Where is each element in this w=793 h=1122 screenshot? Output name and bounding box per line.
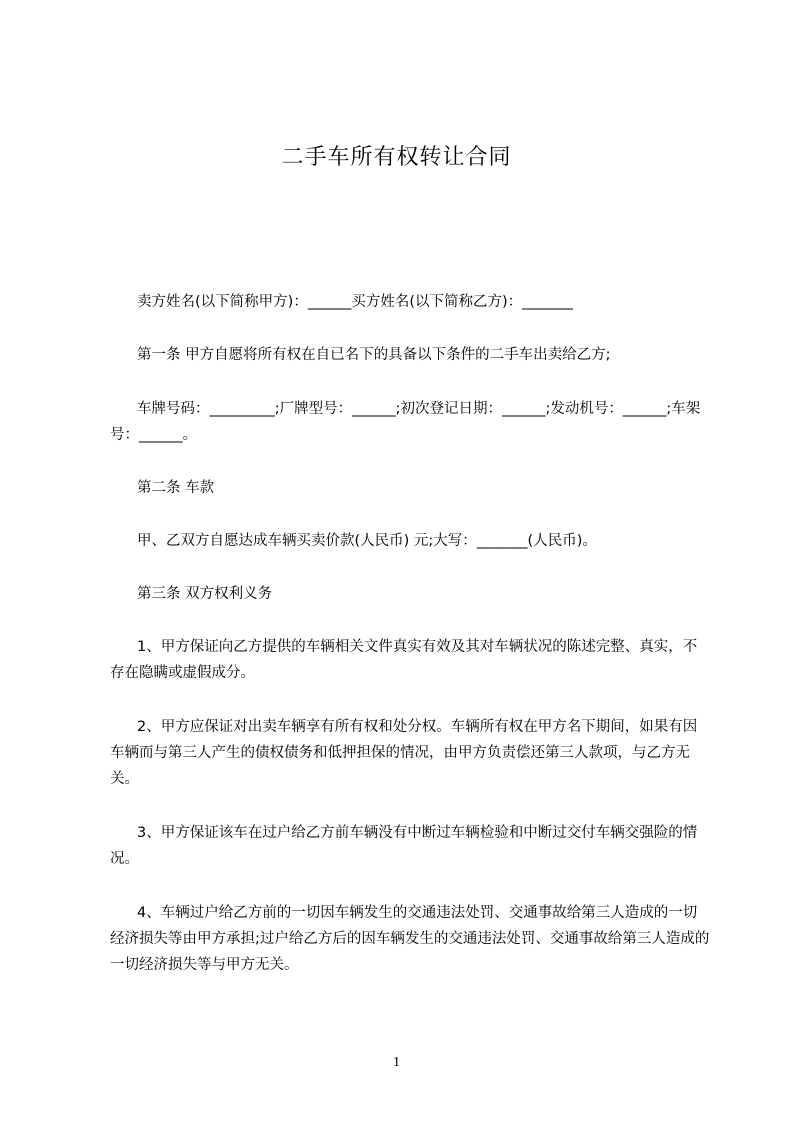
clause-2: 2、甲方应保证对出卖车辆享有所有权和处分权。车辆所有权在甲方名下期间，如果有因车辆而与第三人产生的债权债务和低押担保的情况，由甲方负责偿还第三人款项，与乙方无关。 (110, 719, 698, 787)
article-1-heading: 第一条 甲方自愿将所有权在自已名下的具备以下条件的二手车出卖给乙方; (137, 347, 611, 363)
clause-4: 4、车辆过户给乙方前的一切因车辆发生的交通违法处罚、交通事故给第三人造成的一切经济损失等由甲方承担;过户给乙方后的因车辆发生的交通违法处罚、交通事故给第三人造成的一切经济损失等与甲方无关。 (110, 905, 710, 973)
parties-line: 卖方姓名(以下简称甲方)：______买方姓名(以下简称乙方)：_______ (137, 294, 573, 310)
price-clause: 甲、乙双方自愿达成车辆买卖价款(人民币) 元;大写：_______(人民币)。 (137, 533, 597, 549)
vehicle-info: 车牌号码：_________;厂牌型号：______;初次登记日期：______;发动机号：______;车架号：______。 (110, 401, 701, 443)
clause-3: 3、甲方保证该车在过户给乙方前车辆没有中断过车辆检验和中断过交付车辆交强险的情况。 (110, 825, 698, 867)
clause-1: 1、甲方保证向乙方提供的车辆相关文件真实有效及其对车辆状况的陈述完整、真实，不存在隐瞒或虚假成分。 (110, 639, 698, 681)
page-number: 1 (393, 1055, 400, 1070)
document-title: 二手车所有权转让合同 (281, 145, 512, 170)
article-2-heading: 第二条 车款 (137, 480, 215, 496)
article-3-heading: 第三条 双方权利义务 (137, 586, 273, 602)
